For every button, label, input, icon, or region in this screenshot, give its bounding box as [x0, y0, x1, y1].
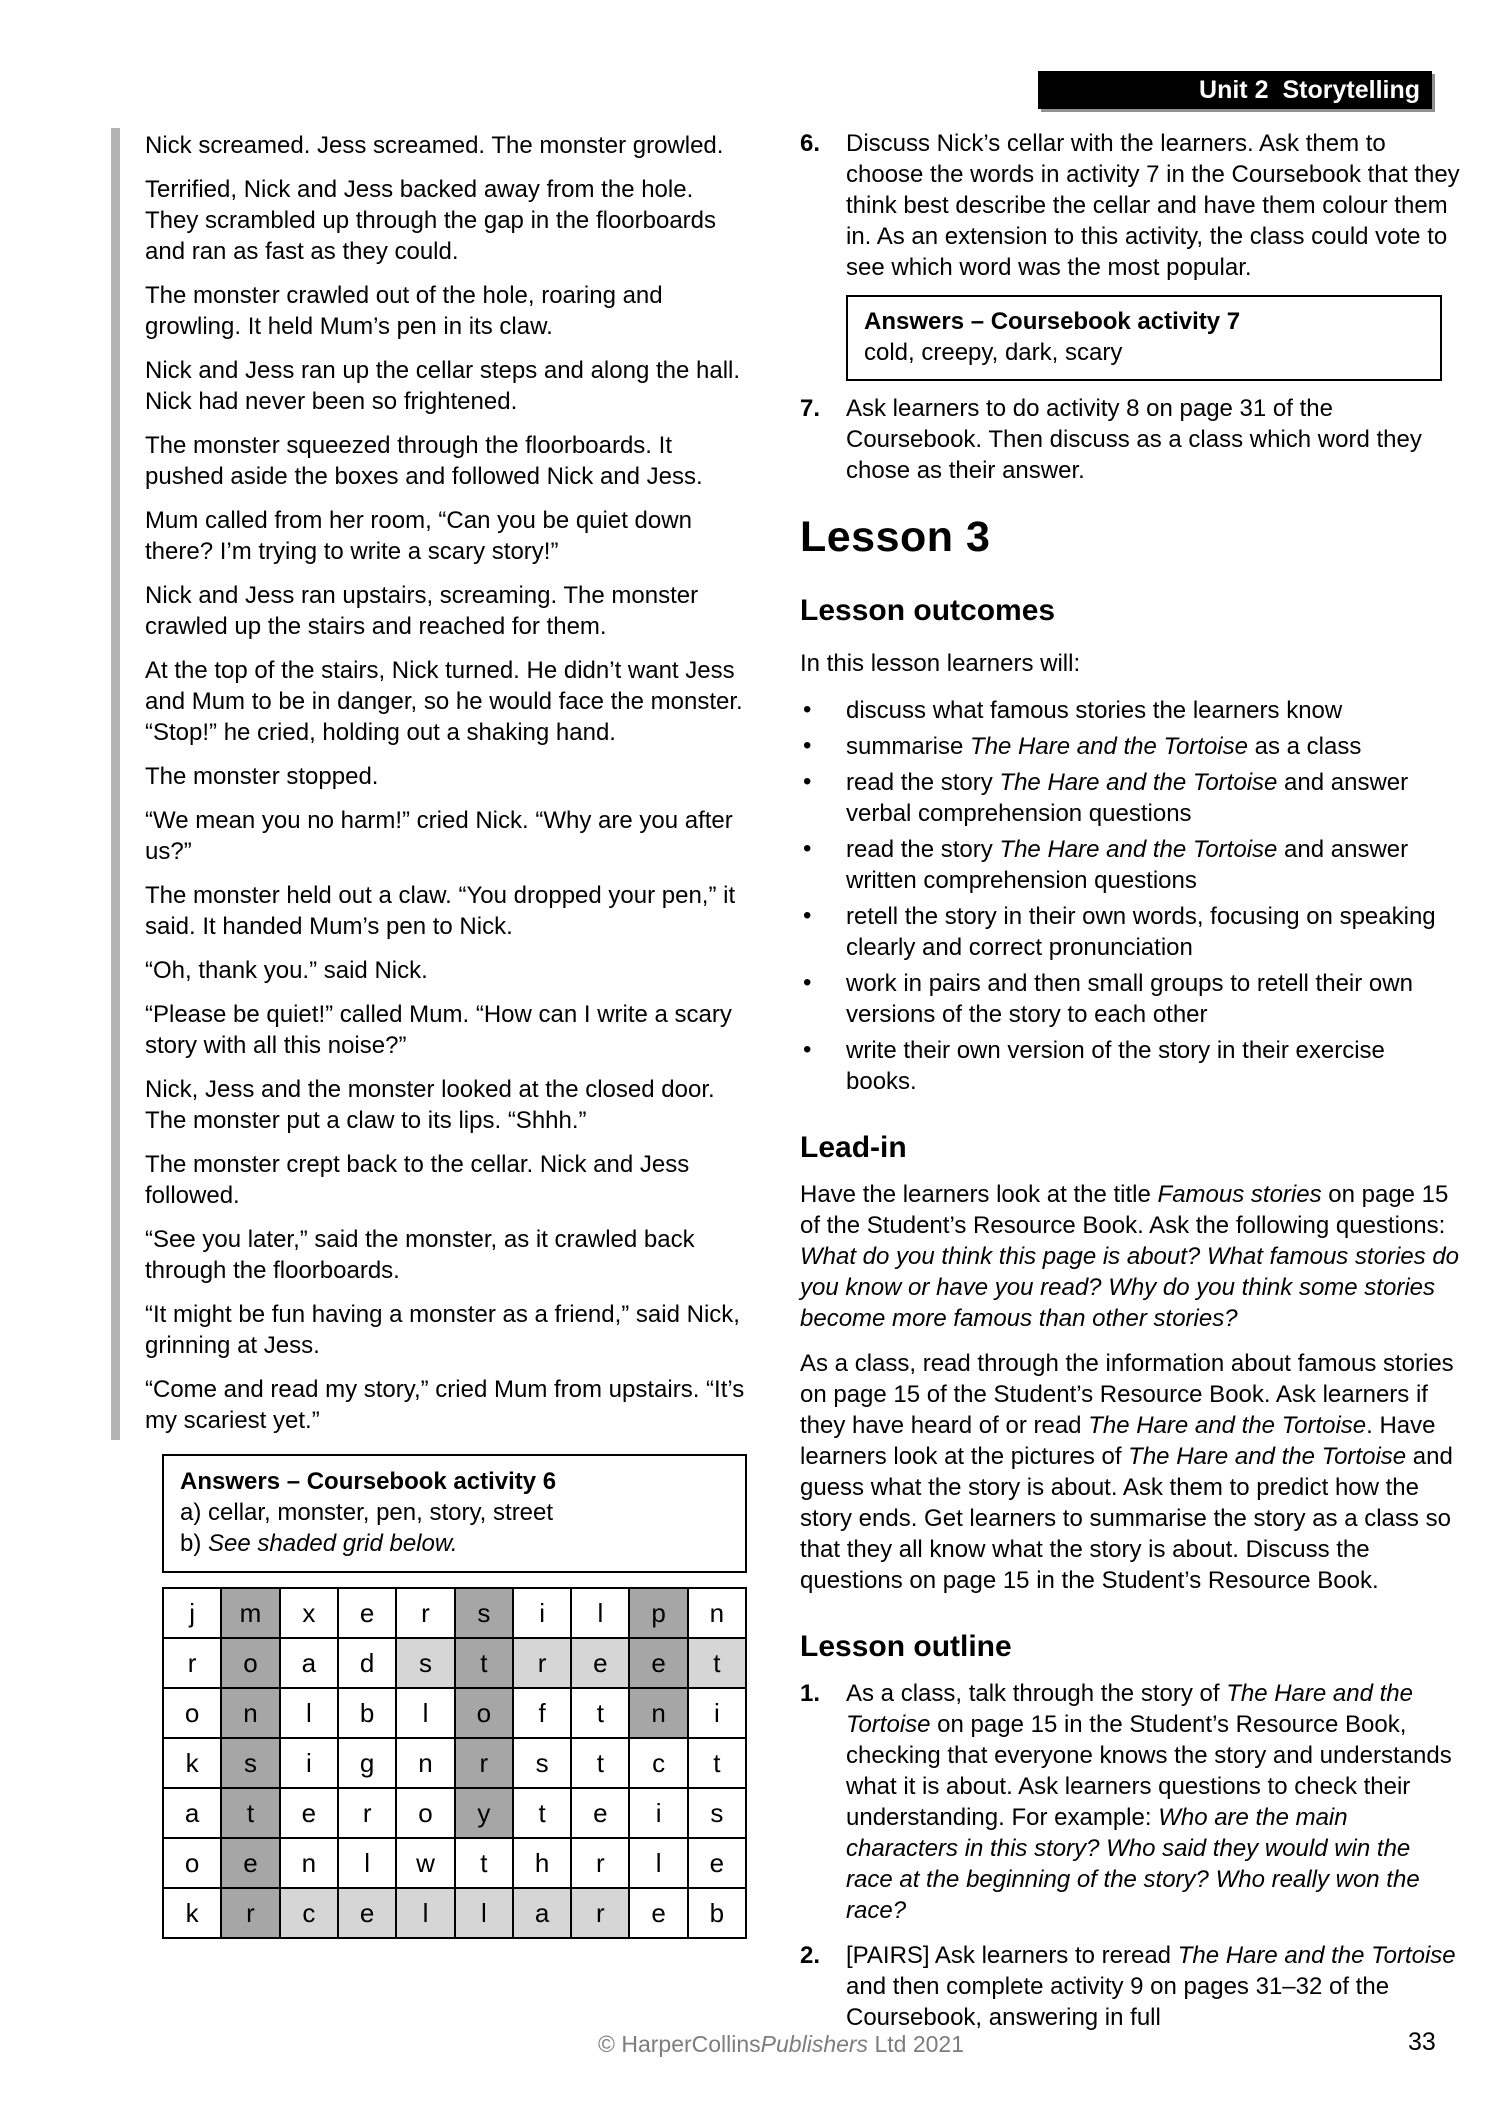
answers-body: cold, creepy, dark, scary [864, 339, 1123, 366]
grid-cell: s [221, 1738, 280, 1788]
outcome-item [800, 695, 1460, 726]
page-number: 33 [1408, 2028, 1436, 2056]
lead-in-paragraph: Have the learners look at the title Famous stories on page 15 of the Student’s Resource Book. Ask the following questions: What do you think this page is about? What famous stories do you know or have you read? Why do you think some stories become more famous than other stories? [800, 1181, 1460, 1332]
story-paragraph: “Come and read my story,” cried Mum from upstairs. “It’s my scariest yet.” [145, 1376, 745, 1434]
answer-grid [162, 1587, 747, 1939]
item-number: 7. [800, 395, 821, 422]
item-number: 6. [800, 130, 821, 157]
grid-row [163, 1588, 746, 1638]
grid-cell: r [571, 1838, 629, 1888]
story-block [111, 130, 747, 1440]
grid-cell: e [221, 1838, 280, 1888]
story-paragraph: Nick, Jess and the monster looked at the closed door. The monster put a claw to its lips. “Shhh.” [145, 1076, 715, 1134]
lead-in-heading: Lead-in [800, 1131, 907, 1164]
story-paragraph: The monster crawled out of the hole, roaring and growling. It held Mum’s pen in its claw. [145, 282, 663, 340]
grid-cell: i [688, 1688, 746, 1738]
bullet-icon: • [803, 969, 812, 996]
grid-cell: x [280, 1588, 338, 1638]
grid-row [163, 1838, 746, 1888]
story-paragraph: “Oh, thank you.” said Nick. [145, 957, 428, 984]
grid-cell: s [513, 1738, 571, 1788]
grid-row [163, 1788, 746, 1838]
grid-cell: r [338, 1788, 396, 1838]
story-paragraph: “Please be quiet!” called Mum. “How can I write a scary story with all this noise?” [145, 1001, 732, 1059]
grid-row [163, 1738, 746, 1788]
grid-cell: o [163, 1688, 221, 1738]
grid-cell: s [396, 1638, 454, 1688]
grid-cell: r [163, 1638, 221, 1688]
outcomes-intro: In this lesson learners will: [800, 650, 1081, 677]
outcome-item [800, 731, 1460, 762]
story-paragraph: The monster crept back to the cellar. Nick and Jess followed. [145, 1151, 690, 1209]
outcome-text: read the story The Hare and the Tortoise and answer verbal comprehension questions [846, 769, 1409, 827]
outcome-item [800, 901, 1460, 963]
story-paragraph: “See you later,” said the monster, as it crawled back through the floorboards. [145, 1226, 695, 1284]
grid-cell: y [455, 1788, 513, 1838]
story-paragraph: Nick and Jess ran upstairs, screaming. The monster crawled up the stairs and reached for them. [145, 582, 699, 640]
grid-cell: l [280, 1688, 338, 1738]
bullet-icon: • [803, 732, 812, 759]
grid-cell: a [163, 1788, 221, 1838]
lesson-3-heading: Lesson 3 [800, 513, 991, 561]
outcome-item [800, 767, 1460, 829]
outcome-item [800, 1035, 1460, 1097]
grid-cell: e [571, 1788, 629, 1838]
story-paragraph: At the top of the stairs, Nick turned. He didn’t want Jess and Mum to be in danger, so he would face the monster. “Stop!” he cried, holding out a shaking hand. [145, 657, 743, 746]
answers-box-activity-6 [162, 1454, 747, 1573]
right-column [800, 128, 1460, 2033]
grid-cell: n [629, 1688, 687, 1738]
bullet-icon: • [803, 696, 812, 723]
item-text: As a class, talk through the story of The Hare and the Tortoise on page 15 in the Student’s Resource Book, checking that everyone knows the story and understands what it is about. Ask learners questions to check their understanding. For example: Who are the main characters in this story? Who said they would win the race at the beginning of the story? Who really won the race? [846, 1680, 1452, 1924]
story-paragraph: The monster held out a claw. “You dropped your pen,” it said. It handed Mum’s pen to Nick. [145, 882, 736, 940]
outcomes-list [800, 695, 1460, 1097]
grid-cell: e [629, 1638, 687, 1688]
item-text: Ask learners to do activity 8 on page 31 of the Coursebook. Then discuss as a class which word they chose as their answer. [846, 395, 1422, 484]
grid-cell: n [221, 1688, 280, 1738]
grid-cell: t [688, 1638, 746, 1688]
numbered-item-7 [800, 393, 1460, 486]
grid-cell: l [455, 1888, 513, 1938]
grid-row [163, 1888, 746, 1938]
outcome-item [800, 834, 1460, 896]
grid-row [163, 1638, 746, 1688]
grid-cell: h [513, 1838, 571, 1888]
answers-box-title: Answers – Coursebook activity 7 [864, 308, 1241, 335]
grid-cell: l [629, 1838, 687, 1888]
story-paragraph: Nick and Jess ran up the cellar steps and along the hall. Nick had never been so frightened. [145, 357, 741, 415]
grid-cell: l [396, 1688, 454, 1738]
word-grid-wrap [162, 1587, 747, 1939]
outcome-item [800, 968, 1460, 1030]
bullet-icon: • [803, 902, 812, 929]
answers-box-activity-7 [846, 295, 1442, 381]
lesson-outline-heading: Lesson outline [800, 1630, 1012, 1663]
bullet-icon: • [803, 768, 812, 795]
grid-cell: m [221, 1588, 280, 1638]
grid-cell: s [688, 1788, 746, 1838]
item-text: Discuss Nick’s cellar with the learners. Ask them to choose the words in activity 7 in the Coursebook that they think best describe the cellar and have them colour them in. As an extension to this activity, the class could vote to see which word was the most popular. [846, 130, 1460, 281]
lesson-outcomes-heading: Lesson outcomes [800, 594, 1056, 627]
grid-cell: r [221, 1888, 280, 1938]
bullet-icon: • [803, 1036, 812, 1063]
grid-cell: e [688, 1838, 746, 1888]
outcome-text: write their own version of the story in their exercise books. [846, 1037, 1385, 1095]
outcome-text: retell the story in their own words, focusing on speaking clearly and correct pronunciation [846, 903, 1436, 961]
grid-cell: e [338, 1888, 396, 1938]
bullet-icon: • [803, 835, 812, 862]
story-paragraph: “It might be fun having a monster as a friend,” said Nick, grinning at Jess. [145, 1301, 740, 1359]
unit-label: Unit 2 [1199, 75, 1269, 104]
grid-cell: w [396, 1838, 454, 1888]
grid-cell: e [280, 1788, 338, 1838]
grid-cell: e [338, 1588, 396, 1638]
grid-cell: t [571, 1688, 629, 1738]
story-paragraph: “We mean you no harm!” cried Nick. “Why are you after us?” [145, 807, 733, 865]
numbered-item-6 [800, 128, 1460, 283]
grid-cell: i [629, 1788, 687, 1838]
grid-cell: r [396, 1588, 454, 1638]
item-number: 2. [800, 1942, 821, 1969]
grid-cell: o [221, 1638, 280, 1688]
grid-cell: i [513, 1588, 571, 1638]
answers-line-b: b) See shaded grid below. [180, 1530, 458, 1557]
grid-cell: t [221, 1788, 280, 1838]
grid-cell: k [163, 1738, 221, 1788]
grid-row [163, 1688, 746, 1738]
grid-cell: j [163, 1588, 221, 1638]
unit-title: Storytelling [1282, 75, 1420, 104]
grid-cell: t [455, 1838, 513, 1888]
outcome-text: summarise The Hare and the Tortoise as a class [846, 733, 1362, 760]
answers-line-a: a) cellar, monster, pen, story, street [180, 1499, 554, 1526]
grid-cell: r [455, 1738, 513, 1788]
outline-item-1 [800, 1678, 1460, 1926]
grid-cell: a [280, 1638, 338, 1688]
grid-cell: l [396, 1888, 454, 1938]
grid-cell: i [280, 1738, 338, 1788]
story-text [120, 130, 747, 1440]
grid-cell: e [629, 1888, 687, 1938]
grid-cell: b [338, 1688, 396, 1738]
grid-cell: a [513, 1888, 571, 1938]
story-paragraph: The monster squeezed through the floorboards. It pushed aside the boxes and followed Nick and Jess. [145, 432, 703, 490]
story-paragraph: Terrified, Nick and Jess backed away from the hole. They scrambled up through the gap in the floorboards and ran as fast as they could. [145, 176, 717, 265]
outcome-text: discuss what famous stories the learners know [846, 697, 1343, 724]
story-quote-rule [111, 128, 120, 1440]
story-paragraph: The monster stopped. [145, 763, 379, 790]
story-paragraph: Mum called from her room, “Can you be quiet down there? I’m trying to write a scary story!” [145, 507, 692, 565]
copyright-credit: © HarperCollinsPublishers Ltd 2021 [598, 2031, 964, 2057]
grid-cell: r [571, 1888, 629, 1938]
grid-cell: o [455, 1688, 513, 1738]
grid-cell: f [513, 1688, 571, 1738]
grid-cell: o [396, 1788, 454, 1838]
lead-in-paragraph: As a class, read through the information about famous stories on page 15 of the Student’s Resource Book. Ask learners if they have heard of or read The Hare and the Tortoise. Have learners look at the pictures of The Hare and the Tortoise and guess what the story is about. Ask them to predict how the story ends. Get learners to summarise the story as a class so that they all know what the story is about. Discuss the questions on page 15 in the Student’s Resource Book. [800, 1350, 1454, 1594]
grid-cell: g [338, 1738, 396, 1788]
grid-cell: d [338, 1638, 396, 1688]
grid-cell: n [396, 1738, 454, 1788]
story-paragraph: Nick screamed. Jess screamed. The monster growled. [145, 132, 724, 159]
outcome-text: work in pairs and then small groups to retell their own versions of the story to each other [846, 970, 1413, 1028]
left-column [111, 130, 747, 1939]
grid-cell: t [513, 1788, 571, 1838]
grid-cell: t [571, 1738, 629, 1788]
unit-banner [1038, 71, 1432, 109]
outline-item-2 [800, 1940, 1460, 2033]
outcome-text: read the story The Hare and the Tortoise and answer written comprehension questions [846, 836, 1409, 894]
grid-cell: b [688, 1888, 746, 1938]
grid-cell: r [513, 1638, 571, 1688]
grid-cell: o [163, 1838, 221, 1888]
answers-box-title: Answers – Coursebook activity 6 [180, 1468, 557, 1495]
grid-cell: c [629, 1738, 687, 1788]
grid-cell: l [338, 1838, 396, 1888]
grid-cell: l [571, 1588, 629, 1638]
grid-cell: s [455, 1588, 513, 1638]
grid-cell: n [688, 1588, 746, 1638]
grid-cell: t [455, 1638, 513, 1688]
grid-cell: e [571, 1638, 629, 1688]
grid-cell: t [688, 1738, 746, 1788]
grid-cell: n [280, 1838, 338, 1888]
grid-cell: c [280, 1888, 338, 1938]
grid-cell: p [629, 1588, 687, 1638]
item-number: 1. [800, 1680, 821, 1707]
item-text: [PAIRS] Ask learners to reread The Hare and the Tortoise and then complete activity 9 on pages 31–32 of the Coursebook, answering in full [846, 1942, 1456, 2031]
grid-cell: k [163, 1888, 221, 1938]
